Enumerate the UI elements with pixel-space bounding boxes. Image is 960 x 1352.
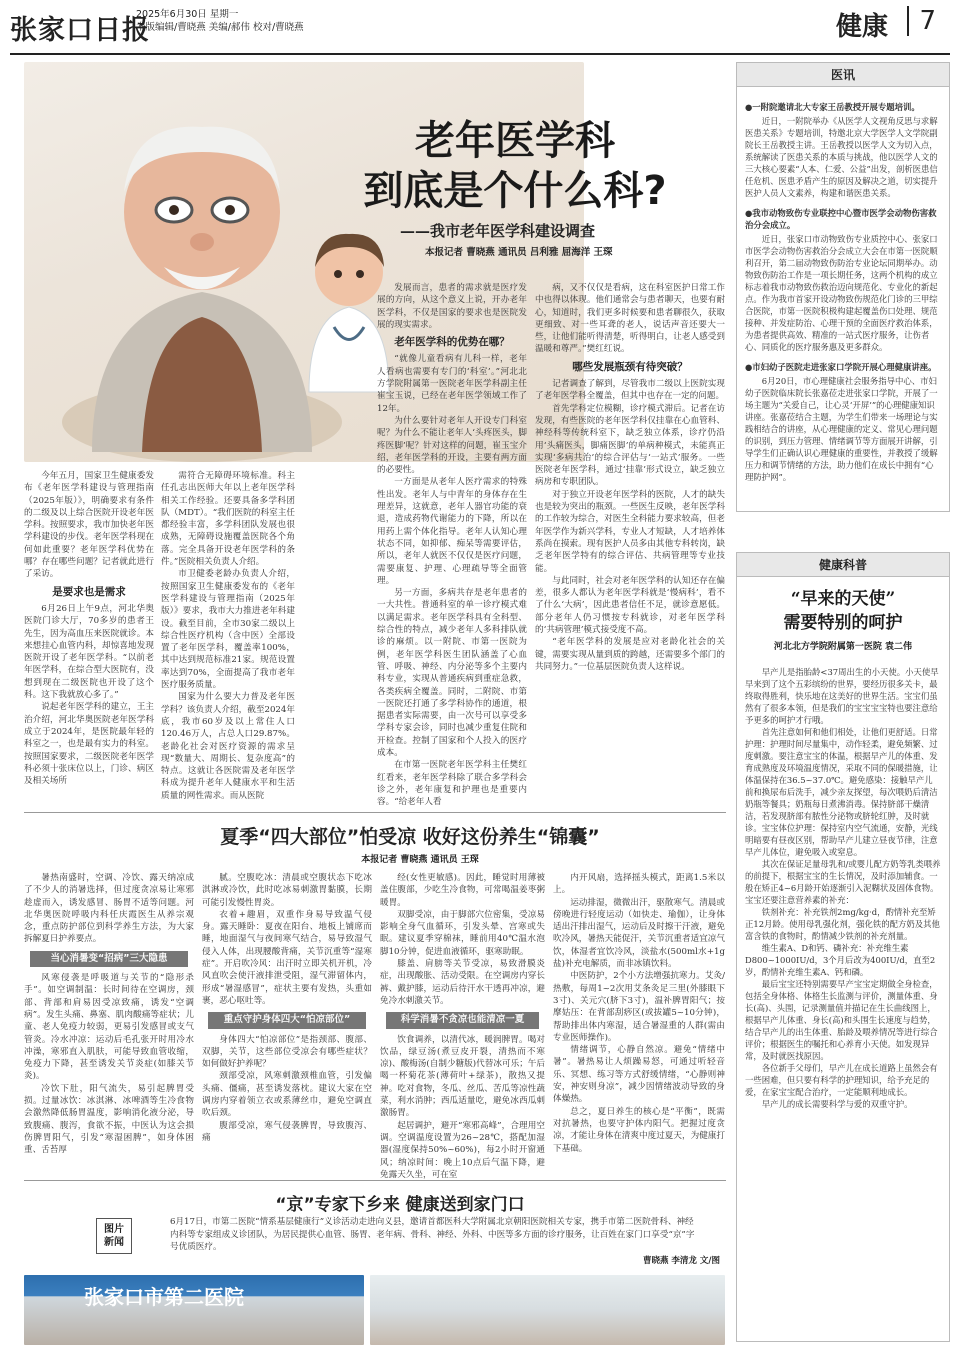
paragraph: 总之，夏日养生的核心是“平衡”，既需对抗暑热，也要守护体内阳气。把握过度贪凉，才能让身体在清爽中度过夏天，为健康打下基础。 [553,1106,725,1154]
tag-line: 新闻 [104,1237,124,1248]
summer-box-hazards: 当心消暑变“招病”三大隐患 [30,951,188,967]
health-science-heading: 健康科普 [737,553,949,577]
lead-column-3 [377,282,527,808]
paragraph: 今年五月，国家卫生健康委发布《老年医学科建设与管理指南（2025年版）》，明确要求有条件的二级及以上综合医院开设老年医学科。按照要求，我市加快老年医学科建设的步伐。老年医学科现在何如此重要？老年医学科优势在哪？存在哪些问题？记者就此进行了采访。 [24,471,154,580]
lead-headline-line2: 到底是个什么科? [363,168,667,214]
paragraph: 早产儿的成长需要科学与爱的双重守护。 [761,1099,913,1109]
editors-line: 本版编辑/曹晓燕 美编/郝伟 校对/曹晓燕 [136,22,304,33]
paragraph: 一方面是从老年人医疗需求的特殊性出发。老年人与中青年的身体存在生理差异，这就意，老年人器官功能的衰退，造成药物代谢能力的下降，所以在用药上需个体化指导。老年人认知心理状态不同，如抑郁、痴呆等需要评估，所以，老年人就医不仅仅是医疗问题，需要康复、护理、心理疏导等全面管理。 [377,477,527,586]
paragraph: 各位新手父母们，早产儿在成长道路上虽然会有一些困难，但只要有科学的护理知识，给予充足的爱，在家宝宝配合治疗，一定能顺利地成长。 [745,1063,938,1097]
paragraph: 记者调查了解到，尽管我市二级以上医院实现了老年医学科全覆盖，但其中也存在一定的问题。 [535,379,725,402]
summer-column-4 [553,872,725,1172]
lead-subhead-demand: 是要求也是需求 [52,585,126,598]
divider [24,1180,726,1181]
paragraph: 内开风扇，选择摇头模式，距离1.5米以上。 [553,873,725,896]
paragraph: 铁剂补充：补充铁剂2mg/kg·d，酌情补充至矫正12月龄。使用母乳强化剂，强化铁的配方奶及其他富含铁的食物时，酌情减少铁剂的补充剂量。 [745,907,940,941]
paragraph: 饮食调养，以清代冰，暖润脾胃。喝对饮品，绿豆汤(煮豆皮开裂，清热而不寒凉)、酸梅汤(自制少糖版)代替冰可乐；午后喝一杯菊花茶(薄荷叶+绿茶)，散热又提神。吃对食物，冬瓜、丝瓜、苦瓜等凉性蔬菜，利水消肿；西瓜适量吃，避免冰西瓜刺激肠胃。 [380,1034,545,1119]
lead-byline: 本报记者 曹晓燕 通讯员 吕利雅 屈海洋 王琛 [425,247,613,258]
health-science-title [737,587,949,635]
paragraph: 市卫健委老龄办负责人介绍，按照国家卫生健康委发布的《老年医学科建设与管理指南（2025年版）》要求，我市大力推进老年科建设。截至目前，全市30家二级以上综合性医疗机构（含中医）全部设置了老年医学科，覆盖率100%，其中达到规范标准21家。规范设置率达到70%，全面提高了我市老年医疗服务质量。 [161,569,295,691]
top-rule [10,53,950,55]
summer-box-tips: 科学消暑不贪凉也能清凉一夏 [386,1012,539,1028]
paragraph: 维生素A、D和钙、磷补充：补充维生素D800~1000IU/d，3个月后改为400IU/d，直至2岁，酌情补充维生素A、钙和磷。 [745,943,936,977]
paragraph: 另一方面，多病共存是老年患者的一大共性。普通科室的单一诊疗模式难以满足需求。老年医学科具有全科型、综合性的特点，减少老年人多科排队就诊的麻烦。以一附院、市第一医院为例，老年医学科医生团队涵盖了心血管、呼吸、神经、内分泌等多个主要内科专业，实现从普通疾病到重症急救，各类疾病全覆盖。同时，二附院、市第一医院还打通了多学科协作的通道，根据患者实际需要，由一次号可以享受多学科专家会诊，同时也减少重复住院和开检查。控制了国家和个人投入的医疗成本。 [377,588,527,758]
paragraph: 颈部受凉，风寒刺激颈椎血管，引发偏头痛、僵痛，甚至诱发落枕。建议大家在空调房内穿着领立衣或系薄丝巾，避免空调直吹后颈。 [202,1071,372,1119]
summer-column-1 [24,872,194,1172]
health-science-body [737,660,949,1116]
photo-news-credit: 曹晓燕 李清龙 文/图 [642,1256,720,1266]
summer-headline: 夏季“四大部位”怕受凉 收好这份养生“锦囊” [220,826,600,848]
health-science-title-line1: “早来的天使” [790,589,896,609]
newspaper-logo: 张家口日报 [10,15,150,46]
paragraph: 风寒侵袭是呼吸道与关节的“隐形杀手”。如空调制温：长时间待在空调房，颈部、背部和肩易因受凉致痛，诱发“空调病”。发生头痛、鼻塞、肌肉酸痛等症状；儿童、老人免疫力较弱，更易引发感冒或支气管炎。冷水冲凉：运动后毛孔张开时用冷水冲澡，寒邪直入肌肤，可能导致血管收缩，免疫力下降，甚至诱发关节炎症(如膝关节炎)。 [24,973,194,1082]
paragraph: 说起老年医学科的建立，王主治介绍，河北华奥医院老年医学科成立于2024年，是医院最年轻的科室之一，也是最有实力的科室。按照国家要求，二级医院老年医学科必须十张床位以上，门诊、病区及相关场所 [24,702,154,787]
summer-box-body-parts: 重点守护身体四大“怕凉部位” [208,1012,366,1028]
news-item-title: ●我市动物致伤专业联控中心暨市医学会动物伤害救治分会成立。 [745,208,937,230]
paragraph: 情绪调节，心静自然凉。避免“情绪中暑”。暑热易让人烦躁易怒，可通过听轻音乐、冥想、练习等方式舒缓情绪，“心静则神安，神安则身凉”，减少因情绪波动导致的身体燥热。 [553,1045,725,1105]
paragraph: 暑热南盛时，空调、冷饮、露天纳凉成了不少人的消暑选择，但过度贪凉易让寒邪趁虚而入，诱发感冒、肠胃不适等问题。河北华奥医院呼吸内科任庆霞医生从养宗观念，重点防护部位到科学养生方法，为大家拆解夏日护养要点。 [24,873,194,945]
paragraph: 经(女性更敏感)。因此，睡觉时用薄被盖住腹部，少吃生冷食物，可常喝温姜枣粥暖胃。 [380,873,545,908]
issue-date: 2025年6月30日 星期一 [136,9,239,20]
summer-column-3 [380,872,545,1180]
paragraph: 运动排湿，微微出汗，驱散寒气。清晨或傍晚进行轻度运动（如快走、瑜伽），让身体适出汗排出湿气，运动后及时擦干汗液，避免吹冷风，暑热天能促汗，关节沉重者适宜凉气饮，体湿者宜饮冷风，淡盐水(500ml水+1g盐)补充电解质，而非冰镇饮料。 [553,897,725,970]
paragraph: 在市第一医院老年医学科主任樊红红看来，老年医学科除了联合多学科会诊之外，老年康复和护理也是重要内容。“给老年人看 [377,760,527,808]
lead-column-1 [24,470,154,800]
paragraph: 冷饮下肚，阳气流失，易引起脾胃受损。过量冰饮：冰淇淋、冰啤酒等生冷食物会激然降低肠胃温度，影响消化液分泌，导致腹痛、腹泻，食欲不振，中医认为这会损伤脾胃阳气，引发“寒湿困脾”，如身体困重、舌苔厚 [24,1083,194,1156]
news-item-body: 近日，一附院举办《从医学人文视角反思与求解医患关系》专题培训，特邀北京大学医学人文学院副院长王岳教授主讲。王岳教授以医学人文为切入点，系统解读了医患关系的本质与挑战，他以医学人文的三大核心要素“人本、仁爱、公益”出发，剖析医患信任危机、医患矛盾产生的原因及解决之道，切实提升医护人员人文素养，构建和谐医患关系。 [745,116,938,198]
lead-headline [330,116,700,216]
lead-headline-line1: 老年医学科 [415,118,615,164]
paragraph: 6月26日上午9点，河北华奥医院门诊大厅，70多岁的患者王先生，因为高血压来医院就诊。本来想挂心血管内科，却惊喜地发现医院开设了老年医学科。“以前老年医学科，在综合型大医院有，没想到现在二级医院也开设了这个科。这下我就放心多了。” [24,603,154,701]
paragraph: 腹部受凉，寒气侵袭脾胃，导致腹泻、痛 [202,1120,372,1143]
health-science-author: 河北北方学院附属第一医院 袁二伟 [773,642,913,652]
lead-column-4 [535,282,725,802]
lead-column-2 [161,470,295,800]
photo-news-caption: 6月17日，市第二医院“情系基层健康行”义诊活动走进向义县，邀请首都医科大学附属北京朝阳医院相关专家，携手市第二医院骨科、神经内科等专家组成义诊团队，为居民提供心血管、肠胃、老年病、骨科、神经、外科、中医等多方面的诊疗服务，让百姓在家门口享受“京”字号优质医疗。 [170,1217,695,1252]
paragraph: 为什么要针对老年人开设专门科室呢？为什么不能让老年人‘头疼医头，脚疼医脚’呢？针对这样的问题，崔玉宝介绍，老年医学科的开设，主要有两方面的必要性。 [377,415,527,476]
news-item-title: ●一附院邀请北大专家王岳教授开展专题培训。 [745,102,920,112]
paragraph: 双脚受凉，由于脚部穴位密集，受凉易影响全身气血循环，引发头晕、宫寒或失眠。建议夏季穿棉袜，睡前用40℃温水泡脚10分钟，促进血液循环，驱寒助眠。 [380,909,545,957]
health-science-box [736,552,950,1342]
paragraph: 需符合无障碍环境标准。科主任孔志出医师大年以上老年医学科相关工作经验。还要具备多学科团队（MDT）。“我们医院的科室主任都经验丰富，多学科团队发展也很成熟，无障碍设施覆盖医院各个角落。完全具备开设老年医学科的条件。”医院相关负责人介绍。 [161,471,295,568]
tag-line: 图片 [104,1224,124,1235]
photo-news-headline: “京”专家下乡来 健康送到家门口 [275,1195,525,1215]
health-science-title-line2: 需要特别的呵护 [783,613,903,633]
news-item-title: ●市妇幼子医院走进张家口学院开展心理健康讲座。 [745,362,937,372]
page-number: 7 [907,6,936,36]
paragraph: 早产儿是指胎龄<37周出生的小天使。小天使早早来到了这个五彩缤纷的世界，要经历很多关卡，最终取得胜利，快乐地在这美好的世界生活。宝宝们虽然有了很多本领，但是我们的宝宝宝宝特也要注意给予更多的呵护才行哦。 [745,667,939,725]
medical-news-body [737,87,949,489]
paragraph: 对于独立开设老年医学科的医院，人才的缺失也是较为突出的瓶颈。一些医生反映，老年医学科的工作较为综合，对医生全科能力要求较高，但老年医学作为新兴学科，专业人才短缺，人才培养体系尚在摸索。现有医护人员多由其他专科转岗，缺乏老年医学特有的综合评估、共病管理等专业技能。 [535,489,725,574]
paragraph: 发展而言，患者的需求就是医疗发展的方向，从这个意义上说，开办老年医学科，不仅是国家的要求也是医院发展的现实需求。 [377,283,527,330]
medical-news-heading: 医讯 [737,63,949,87]
paragraph: 起居调护，避开“寒邪高峰”，合理用空调。空调温度设置为26~28℃，搭配加湿器(湿度保持50%~60%)，每2小时开窗通风；纳凉时间：晚上10点后气温下降，避免露天久坐，可在室 [380,1120,545,1180]
lead-subhead-advantage: 老年医学科的优势在哪？ [394,336,510,349]
paragraph: 国家为什么要大力普及老年医学科？该负责人介绍，截至2024年底，我市60岁及以上常住人口120.46万人，占总人口29.87%。老龄化社会对医疗资源的需求呈现“数量大、周期长、复杂度高”的特点。这就让各医院需及老年医学科成为提升老年人健康水平和生活质量的网性需求。而从医院 [161,692,295,801]
summer-column-2 [202,872,372,1172]
paragraph: 中医防护，2个小方法增强抗寒力。艾灸/热敷，每周1~2次用艾条灸足三里(外膝眼下3寸)、关元穴(脐下3寸)，温补脾胃阳气；按摩姑压：在背部刮痧区(或拔罐5~10分钟)，帮助排出体内寒湿，适合暑湿重的人群(需由专业医师操作)。 [553,971,725,1043]
photo-clinic-exterior [24,1275,364,1345]
lead-subtitle: ——我市老年医学科建设调查 [400,222,596,240]
divider [24,812,726,813]
paragraph: 病，又不仅仅是看病，这在科室医护日常工作中也得以体现。他们通常会与患者聊天，也要有耐心，知道时，我们更多时候要和患者聊很久，获取更细致、对一些耳聋的老人，说话声音还要大一些，让他们能听得清楚，听得明白，让老人感受到温暖和尊严。”樊红红说。 [535,283,725,355]
photo-news-tag [96,1218,132,1254]
photo-consultation [370,1275,725,1345]
paragraph: “老年医学科的发展是应对老龄化社会的关键，需要实现从量到质的跨越，还需要多个部门的共同努力。”一位基层医院负责人这样说。 [535,637,725,672]
paragraph: 衣着+趣眉，双重作身易导致温气侵身。露天睡卧：夏夜在阳台、地板上铺席而睡，地面湿气与夜间寒气结合，易导致湿气侵入人体，出现腰酸背痛，关节沉重等“湿寒症”。开启吹冷风：出汗时立即关机开机，冷风直吹会使汗液排泄受阻，湿气滞留体内，形成“暑湿感冒”，症状主要有发热，头重如裹，恶心呕吐等。 [202,909,372,1006]
news-item-body: 6月20日，市心理健康社会服务指导中心、市妇幼子医院临床院长张嘉莅走进张家口学院，开展了一场主题为“关爱自己，让心灵‘开屏’”的心理健康知识讲座。张嘉莅结合主题，为学生们带来一场理论与实践相结合的讲座，从心理健康的定义、常见心理问题的识别，到压力管理、情绪调节等方面展开讲解，引导学生们正确认识心理健康的重要性，并教授了缓解压力和调节情绪的方法，助力他们在成长中拥有“心理防护网”。 [745,376,938,482]
paragraph: 最后宝宝还特别需要早产宝宝定期做全身检查，包括全身体格、体格生长监测与评价，测量体重、身长(高)、头围，记录测量值并描记在生长曲线图上，根据早产儿体重、身长(高)和头围生长速度与趋势，结合早产儿的出生体重、胎龄及喂养情况等进行综合评价；根据医生的嘱托和心养育小天使。如发现异常，及时就医找原因。 [745,979,938,1061]
masthead-meta [136,8,304,34]
paragraph: 其次在保证足量母乳和/或婴儿配方奶等乳类喂养的前提下，根据宝宝的生长情况，及时添加辅食。一般在矫正4~6月龄开始逐渐引入泥糊状及固体食物。宝宝还要注意营养素的补充： [745,859,941,905]
paragraph: 与此同时，社会对老年医学科的认知还存在偏差，很多人都认为老年医学科就是‘慢病科’，看不了什么‘大病’，因此患者信任不足，就诊意愿低。部分老年人仍习惯按专科就诊，对老年医学科的‘共病管理’模式接受度不高。 [535,575,725,636]
medical-news-box [736,62,950,512]
paragraph: 腻。空腹吃冰：清晨或空腹状态下吃冰淇淋或冷饮，此时吃冰易刺激胃黏膜，长期可能引发慢性胃炎。 [202,873,372,908]
section-name: 健康 [835,12,888,42]
lead-subhead-bottleneck: 哪些发展瓶颈有待突破？ [572,360,688,373]
paragraph: “就像儿童看病有儿科一样，老年人看病也需要有专门的‘科室’。”河北北方学院附属第一医院老年医学科副主任崔宝玉说，已经在老年医学领域工作了12年。 [377,354,527,414]
news-item-body: 近日，张家口市动物致伤专业质控中心、张家口市医学会动物伤害救治分会成立大会在市第一医院顺利召开，第二届动物致伤防治专业论坛同期举办。动物致伤防治工作是一项长期任务，这两个机构的成立标志着我市动物致伤救治迈向规范化、专业化的新起点。作为我市首家开设动物致伤规范化门诊的三甲综合医院，市第一医院积极构建起覆盖伤口处理、规范接种、并发症防治、心理干预的全面医疗救治体系，为患者提供高效、精准的一站式医疗服务，让伤者心、同质化的医疗服务惠及更多群众。 [745,234,938,352]
paragraph: 膝盖、肩膀等关节受凉，易致滑膜炎症，出现酸胀、活动受限。在空调房内穿长裤、戴护膝，运动后待汗水干透再冲凉，避免冷水刺激关节。 [380,959,545,1006]
paragraph: 身体四大“怕凉部位”是指颈部、腹部、双脚，关节，这些部位受凉会有哪些症状？如何做好护养呢？ [202,1034,372,1070]
photo-banner-text: 张家口市第二医院 [84,1285,244,1309]
sidebar [736,62,950,1342]
paragraph: 首先学科定位模糊，诊疗模式滞后。记者在访发现，有些医院的老年医学科仅挂靠在心血管科、神经科等传统科室下，缺乏独立体系，诊疗仍沿用‘头痛医头，脚痛医脚’的单病种模式，未能真正实现‘多病共治’的综合评估与‘一站式’服务。一些医院老年医学科，通过‘挂靠’形式设立，缺乏独立病房和专职团队。 [535,403,725,488]
summer-byline: 本报记者 曹晓燕 通讯员 王琛 [361,855,479,865]
paragraph: 首先注意如何和他们相处，让他们更舒适。日常护理：护理时间尽量集中，动作轻柔，避免频繁、过度刺激。要注意宝宝的体温，根据早产儿的体重、发育成熟度及环境温度情况，采取不同的保暖措施，让体温保持在36.5~37.0℃。避免感染：接触早产儿前和换尿布后洗手，减少亲友探望，每次喂奶后清洁奶瓶等餐具；奶瓶每日煮沸消毒。保持脐部干燥清洁，若发现脐部有脓性分泌物或脐轮红肿，及时就诊。宝宝体位护理：保持室内空气流通，安静，光线明暗要有昼夜区别，帮助早产儿建立昼夜节律，注意早产儿体位，避免吸入或窒息。 [745,727,938,857]
